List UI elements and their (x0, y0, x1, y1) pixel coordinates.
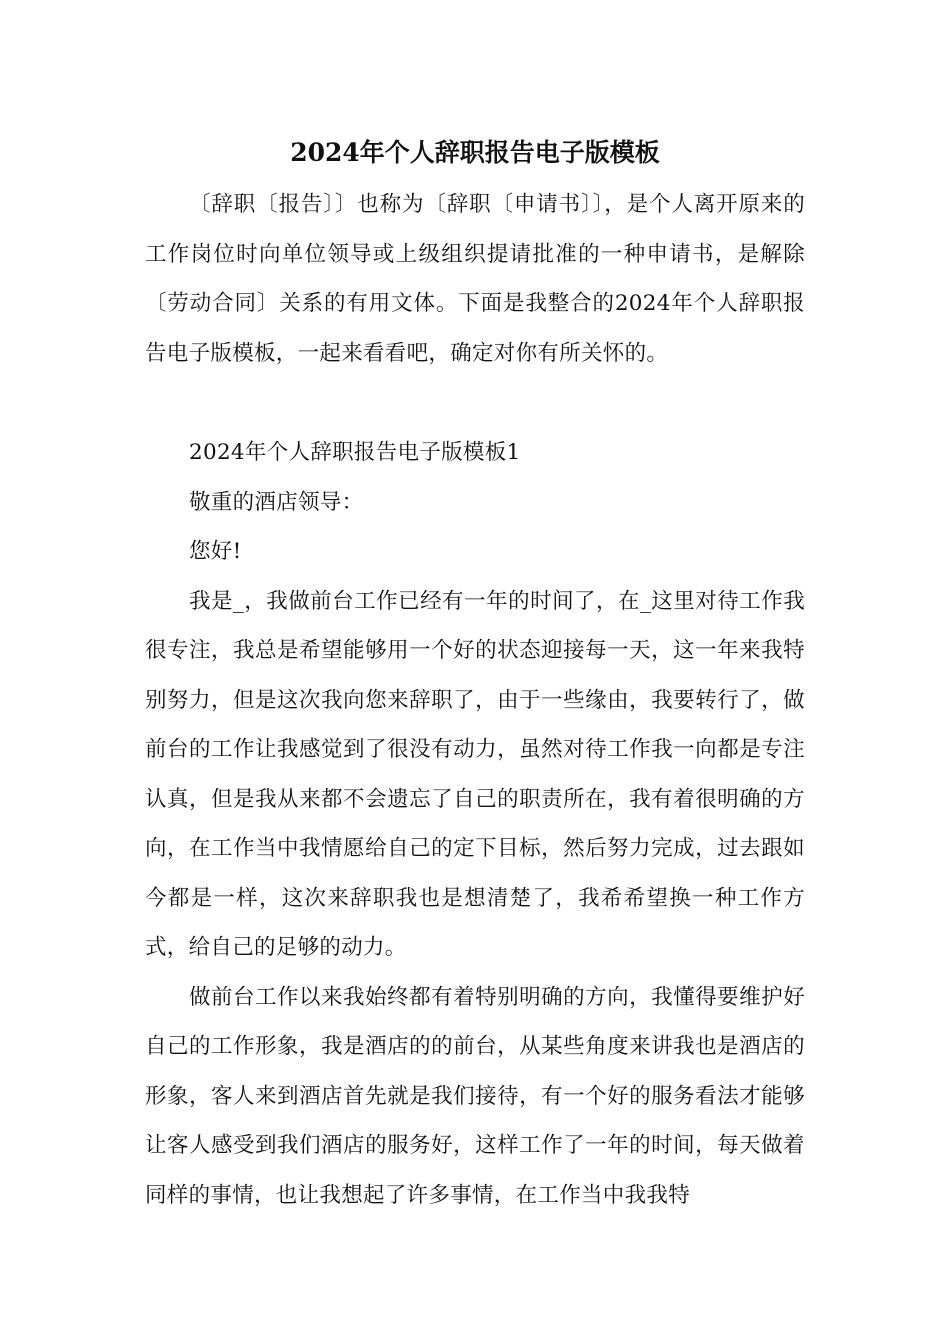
intro-paragraph: 〔辞职〔报告〕〕也称为〔辞职〔申请书〕〕，是个人离开原来的工作岗位时向单位领导或上级组织提请批准的一种申请书，是解除〔劳动合同〕关系的有用文体。下面是我整合的2024年个人辞职报告电子版模板，一起来看看吧，确定对你有所关怀的。 (145, 192, 805, 366)
letter-salutation: 敬重的酒店领导： (189, 489, 364, 515)
section-spacer (145, 378, 805, 428)
letter-greeting: 您好! (189, 539, 242, 564)
document-body (145, 180, 805, 1220)
section-heading: 2024年个人辞职报告电子版模板1 (189, 440, 521, 465)
document-title: 2024年个人辞职报告电子版模板 (290, 138, 660, 167)
body-paragraph-1: 我是_，我做前台工作已经有一年的时间了，在_这里对待工作我很专注，我总是希望能够用一个好的状态迎接每一天，这一年来我特别努力，但是这次我向您来辞职了，由于一些缘由，我要转行了，做前台的工作让我感觉到了很没有动力，虽然对待工作我一向都是专注认真，但是我从来都不会遗忘了自己的职责所在，我有着很明确的方向，在工作当中我情愿给自己的定下目标，然后努力完成，过去跟如今都是一样，这次来辞职我也是想清楚了，我希希望换一种工作方式，给自己的足够的动力。 (145, 588, 805, 960)
body-paragraph-2: 做前台工作以来我始终都有着特别明确的方向，我懂得要维护好自己的工作形象，我是酒店的的前台，从某些角度来讲我也是酒店的形象，客人来到酒店首先就是我们接待，有一个好的服务看法才能够让客人感受到我们酒店的服务好，这样工作了一年的时间，每天做着同样的事情，也让我想起了许多事情，在工作当中我我特 (145, 984, 805, 1208)
